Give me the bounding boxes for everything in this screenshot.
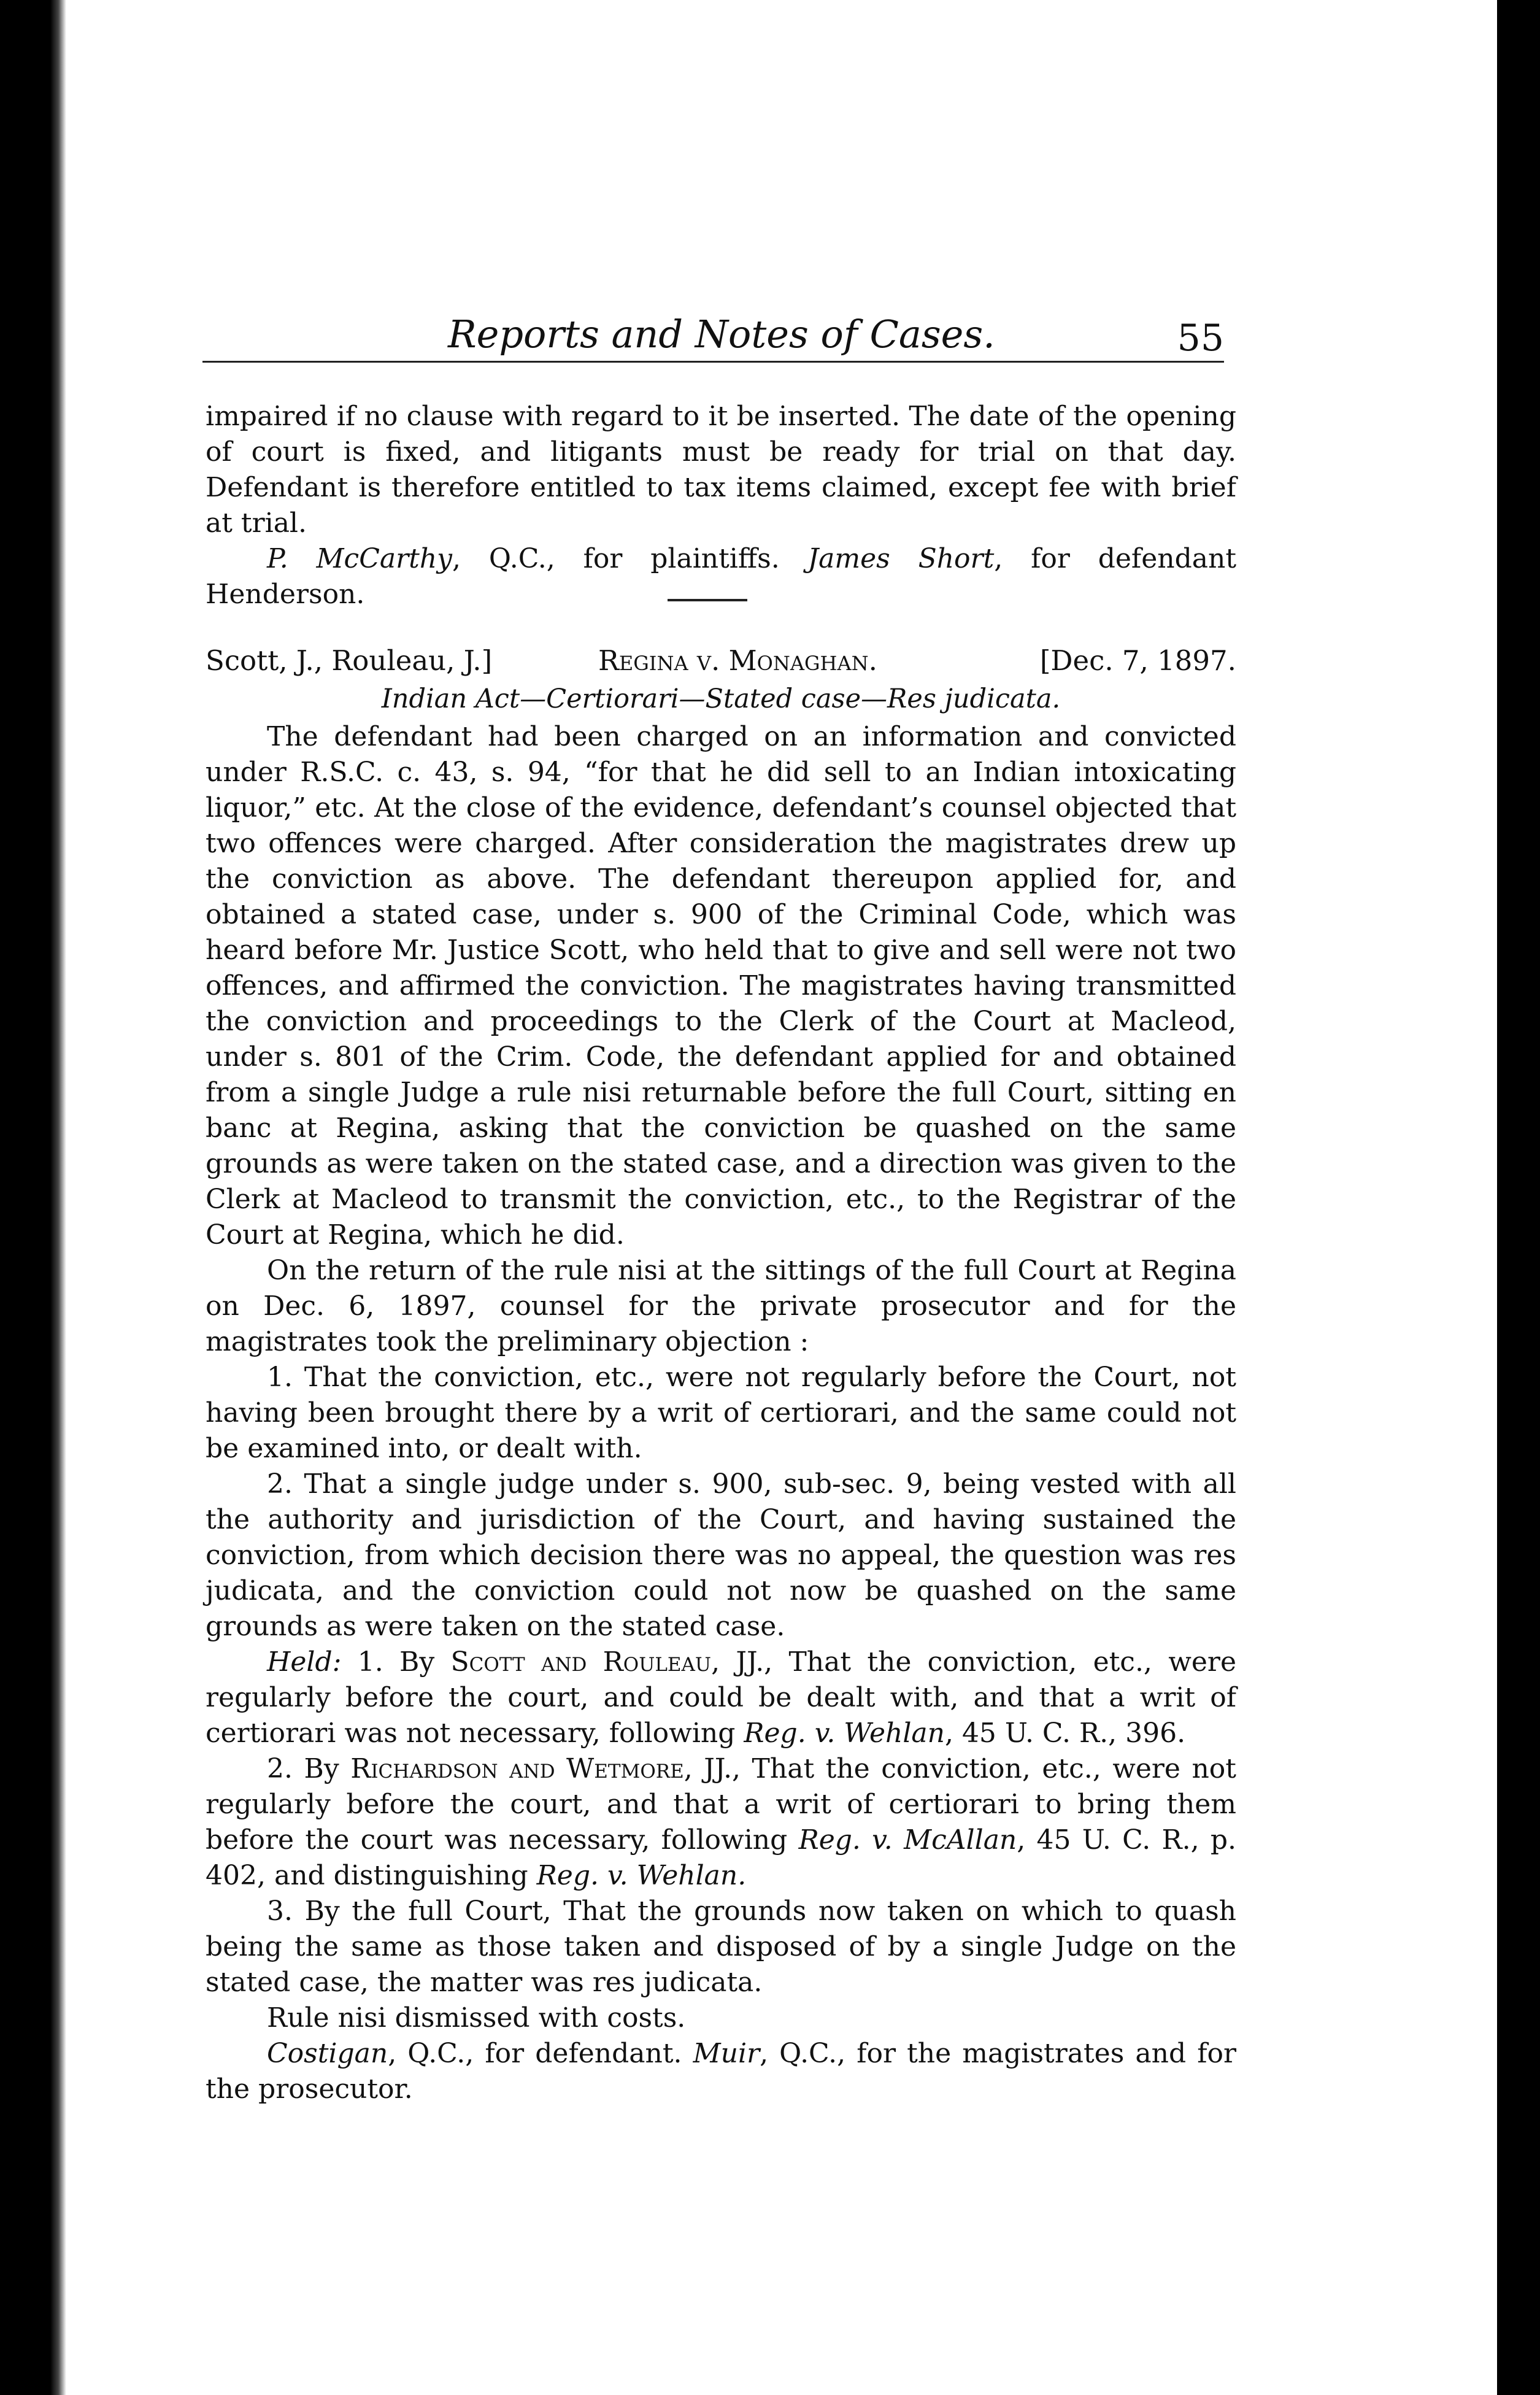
- previous-case-tail: [206, 399, 1236, 612]
- section-separator: [668, 599, 747, 601]
- header-rule: [202, 361, 1224, 363]
- case-title: Regina v. Monaghan.: [598, 644, 877, 677]
- held-2: 2. By Richardson and Wetmore, JJ., That the conviction, etc., were not regularly before the court, and that a writ of certiorari to bring them before the court was necessary, following Reg. v. McAllan, 45 U. C. R., p. 402, and distinguishing Reg. v. Wehlan.: [206, 1753, 1236, 1891]
- scan-border-right: [1497, 0, 1540, 2395]
- case-facts: The defendant had been charged on an information and convicted under R.S.C. c. 43, s. 94, “for that he did sell to an Indian intoxicating liquor,” etc. At the close of the evidence, defendant’s counsel objected that two offences were charged. After consideration the magistrates drew up the conviction as above. The defendant thereupon applied for, and obtained a stated case, under s. 900 of the Criminal Code, which was heard before Mr. Justice Scott, who held that to give and sell were not two offences, and affirmed the conviction. The magistrates having transmitted the conviction and proceedings to the Clerk of the Court at Macleod, under s. 801 of the Crim. Code, the defendant applied for and obtained from a single Judge a rule nisi returnable before the full Court, sitting en banc at Regina, asking that the conviction be quashed on the same grounds as were taken on the stated case, and a direction was given to the Clerk at Macleod to transmit the conviction, etc., to the Registrar of the Court at Regina, which he did.: [206, 721, 1236, 1251]
- running-head-title: Reports and Notes of Cases.: [448, 312, 995, 357]
- case-date: [Dec. 7, 1897.: [1039, 644, 1236, 677]
- case-return: On the return of the rule nisi at the sittings of the full Court at Regina on Dec. 6, 1897, counsel for the private prosecutor and for the magistrates took the preliminary objection :: [206, 1255, 1236, 1357]
- scan-border-left: [0, 0, 50, 2395]
- page-number: 55: [1177, 317, 1224, 360]
- case-counsel: Costigan, Q.C., for defendant. Muir, Q.C., for the magistrates and for the prosecutor.: [206, 2038, 1237, 2105]
- objection-1: 1. That the conviction, etc., were not regularly before the Court, not having been brought there by a writ of certiorari, and the same could not be examined into, or dealt with.: [206, 1362, 1236, 1464]
- held-1: Held: 1. By Scott and Rouleau, JJ., That the conviction, etc., were regularly before the court, and could be dealt with, and that a writ of certiorari was not necessary, following Reg. v. Wehlan, 45 U. C. R., 396.: [206, 1646, 1236, 1749]
- case-subject-heading: Indian Act—Certiorari—Stated case—Res judicata.: [381, 684, 1061, 714]
- disposition: Rule nisi dismissed with costs.: [267, 2002, 686, 2034]
- running-head: [202, 306, 1224, 373]
- case-report: [206, 643, 1236, 2107]
- previous-case-counsel: P. McCarthy, Q.C., for plaintiffs. James Short, for defendant Henderson.: [206, 543, 1237, 610]
- objection-2: 2. That a single judge under s. 900, sub-sec. 9, being vested with all the authority and jurisdiction of the Court, and having sustained the conviction, from which decision there was no appeal, the question was res judicata, and the conviction could not now be quashed on the same grounds as were taken on the stated case.: [206, 1468, 1236, 1642]
- page-edge-shadow: [50, 0, 66, 2395]
- held-3: 3. By the full Court, That the grounds now taken on which to quash being the same as those taken and disposed of by a single Judge on the stated case, the matter was res judicata.: [206, 1896, 1236, 1998]
- case-heading: [206, 643, 1236, 681]
- previous-case-paragraph: impaired if no clause with regard to it be inserted. The date of the opening of court is fixed, and litigants must be ready for trial on that day. Defendant is therefore entitled to tax items claimed, except fee with brief at trial.: [206, 401, 1236, 539]
- case-judges: Scott, J., Rouleau, J.]: [206, 644, 493, 677]
